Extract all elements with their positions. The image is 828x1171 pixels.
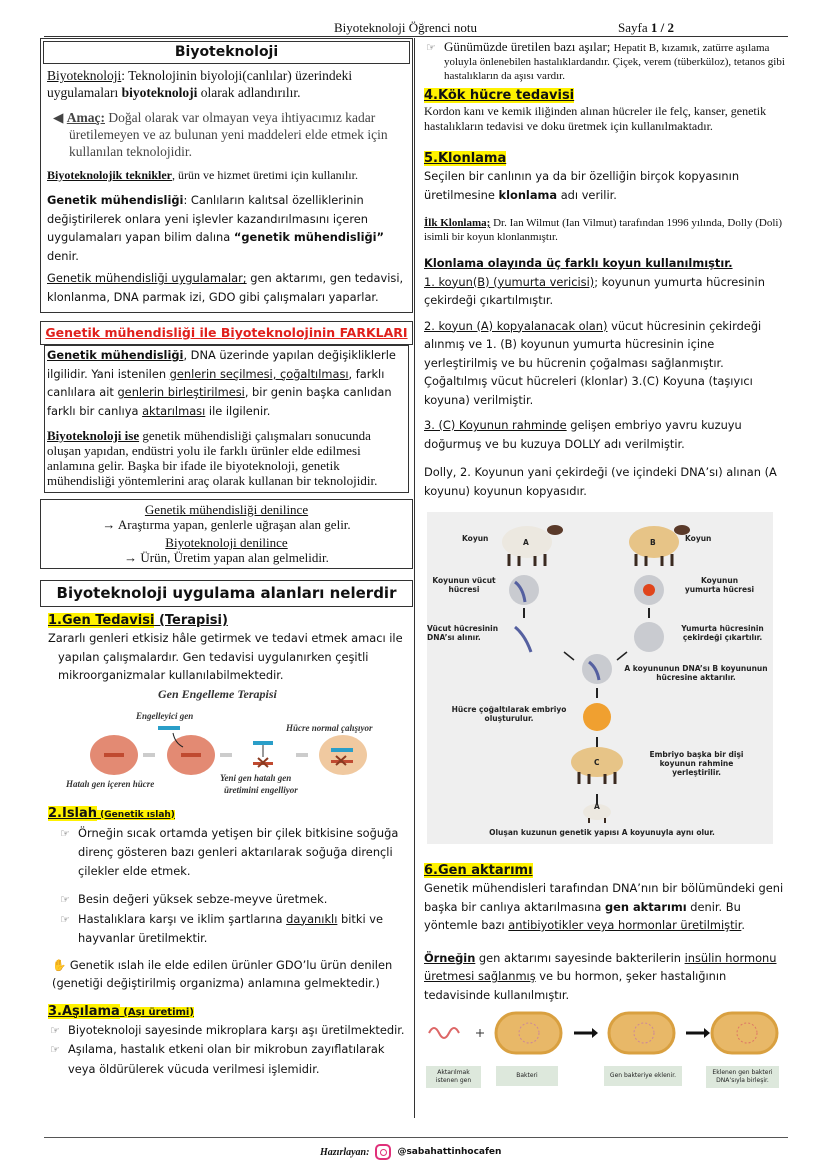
bullet-text bbox=[444, 39, 785, 82]
label-embryo: Hücre çoğaltılarak embriyo oluşturulur. bbox=[451, 705, 567, 723]
heading-sub: (Aşı üretimi) bbox=[119, 1006, 194, 1018]
label-cell-normal: Hücre normal çalışıyor bbox=[286, 722, 373, 733]
label-dna-transfer: A koyununun DNA’sı B koyununun hücresine aktarılır. bbox=[624, 664, 768, 682]
text-segment: Genetik mühendisleri tarafından DNA’nın bir bölümündeki geni başka bir canlıya aktarılmasına bbox=[424, 881, 784, 914]
breeding-bullet-2: ☞ Besin değeri yüksek sebze-meyve üretmek. bbox=[48, 890, 411, 910]
text-segment: 2. koyun (A) kopyalanacak olan) bbox=[424, 318, 608, 333]
text-segment: : Teknolojinin biyoloji(canlılar) üzerindeki uygulamaları bbox=[47, 68, 353, 100]
label-nucleus-removed: Yumurta hücresinin çekirdeği çıkartılır. bbox=[681, 624, 764, 642]
page-value: 1 / 2 bbox=[650, 20, 674, 35]
label-sheep-b: Koyun bbox=[685, 534, 712, 543]
text-segment: , farklı canlılara ait bbox=[47, 366, 385, 399]
denilince-heading-1: Genetik mühendisliği denilince bbox=[144, 502, 309, 517]
footer bbox=[320, 1144, 501, 1160]
label-dna-taken: Vücut hücresinin DNA’sı alınır. bbox=[427, 624, 499, 642]
text-segment: , ürün ve hizmet üretimi için kullanılır. bbox=[172, 168, 358, 182]
cloning-step-3 bbox=[424, 416, 788, 453]
section-gene-therapy-heading bbox=[48, 610, 411, 629]
footer-label: Hazırlayan: bbox=[320, 1146, 370, 1158]
text-segment: bitki ve hayvanlar üretilmektir. bbox=[78, 911, 383, 945]
cloning-step-1 bbox=[424, 273, 788, 310]
text-segment: , DNA üzerinde yapılan değişikliklerle ilgilidir. Yani istenilen bbox=[47, 348, 396, 381]
text-segment: insülin hormonu üretmesi sağlanmış bbox=[424, 950, 777, 983]
applications-title: Biyoteknoloji uygulama alanları nelerdir bbox=[40, 580, 413, 607]
text-segment: gen aktarımı sayesinde bakterilerin bbox=[475, 950, 685, 965]
label-egg-cell: Koyunun yumurta hücresi bbox=[684, 576, 755, 594]
text-segment: Günümüzde üretilen bazı aşılar; bbox=[444, 39, 614, 54]
label-gene-merged: Eklenen gen bakteri DNA’sıyla birleşir. bbox=[706, 1066, 779, 1088]
section-cloning-heading bbox=[424, 148, 788, 167]
document-title: Biyoteknoloji Öğrenci notu bbox=[334, 20, 477, 35]
section-breeding-heading bbox=[48, 803, 411, 824]
column-divider bbox=[414, 38, 415, 1118]
heading-text: 3.Aşılama bbox=[48, 1003, 120, 1019]
text-segment: ve bu hormon, şeker hastalığının tedavisinde kullanılmıştır. bbox=[424, 969, 727, 1002]
text-segment: denir. bbox=[47, 248, 79, 263]
denilince-line-2: → Ürün, Üretim yapan alan gelmelidir. bbox=[124, 550, 329, 565]
text-segment: 1. koyun(B) (yumurta vericisi) bbox=[424, 274, 595, 289]
text-segment: aktarılması bbox=[142, 403, 206, 418]
text-segment: klonlama bbox=[498, 187, 558, 202]
instagram-icon bbox=[375, 1144, 391, 1160]
text-segment: genlerin birleştirilmesi bbox=[117, 385, 245, 399]
purpose-text bbox=[67, 110, 388, 159]
text-segment: Genetik mühendisliği uygulamalar; bbox=[47, 271, 247, 285]
breeding-bullet-3 bbox=[48, 910, 411, 948]
differences-genetic bbox=[47, 346, 406, 420]
gene-therapy-text: Zararlı genleri etkisiz hâle getirmek ve tedavi etmek amacı ile yapılan çalışmalardır. Gen tedavisi uygulanırken çeşitli mikroorganizmalar kullanılabilmektedir. bbox=[48, 631, 403, 682]
differences-box bbox=[44, 345, 409, 493]
left-column bbox=[40, 38, 413, 1078]
text-segment: Biyoteknoloji bbox=[47, 68, 122, 83]
right-column bbox=[424, 40, 788, 1093]
text-segment: “genetik mühendisliği” bbox=[233, 230, 385, 244]
section-gene-transfer-heading bbox=[424, 860, 788, 879]
heading-text: 4.Kök hücre tedavisi bbox=[424, 88, 575, 103]
text-segment: genetik mühendisliği çalışmaları sonucunda oluşan yapıdan, endüstri yolu ile farklı ürünler elde edilmesi anlamına gelir. Başka bir ifade ile biyoteknoloji, genetik mühendisliği yöntemlerini araç olarak kullanan bir teknolojidir. bbox=[47, 428, 378, 488]
text-segment: gen aktarımı, gen tedavisi, klonlanma, DNA parmak izi, GDO gibi çalışmaları yaparlar. bbox=[47, 271, 404, 304]
cloning-steps bbox=[424, 254, 788, 500]
section-vaccine-heading bbox=[48, 1001, 411, 1021]
megaphone-icon: ◀ bbox=[53, 110, 64, 125]
label-new-gene: Yeni gen hatalı gen bbox=[220, 772, 292, 783]
text-segment: gen aktarımı bbox=[605, 899, 687, 914]
gene-transfer-text bbox=[424, 879, 788, 935]
heading-text: 2.Islah bbox=[48, 805, 98, 821]
dolly-cloning-figure bbox=[427, 512, 773, 844]
text-segment: Biyoteknolojik teknikler bbox=[47, 168, 173, 182]
text-segment: Genetik mühendisliği bbox=[47, 193, 184, 207]
intro-box bbox=[40, 38, 413, 313]
text-segment: ; koyunun yumurta hücresinin çekirdeği çıkartılmıştır. bbox=[424, 274, 765, 307]
text-segment: Doğal olarak var olmayan veya ihtiyacımız kadar üretilemeyen ve az bulunan yeni maddeleri elde etmek için kullanılan teknolojidir. bbox=[69, 110, 388, 159]
text-segment: genlerin seçilmesi, çoğaltılması bbox=[169, 366, 349, 381]
label-blocking-gene: Engelleyici gen bbox=[136, 710, 194, 721]
vaccine-bullet-2: ☞ Aşılama, hastalık etkeni olan bir mikrobun zayıflatılarak veya öldürülerek vücuda verilmesi işlemidir. bbox=[48, 1040, 411, 1078]
differences-title: Genetik mühendisliği ile Biyoteknolojinin FARKLARI bbox=[40, 321, 413, 345]
intro-purpose bbox=[53, 109, 404, 160]
cloning-step-2 bbox=[424, 317, 788, 410]
letter-a-lamb: A bbox=[594, 802, 600, 811]
text-segment: Biyoteknoloji ise bbox=[47, 428, 140, 443]
text-segment: Seçilen bir canlının ya da bir özelliğin birçok kopyasının üretilmesine bbox=[424, 169, 740, 202]
letter-b: B bbox=[650, 538, 656, 547]
denilince-line-1: → Araştırma yapan, genlerle uğraşan alan gelir. bbox=[102, 517, 351, 532]
intro-genetic-engineering bbox=[47, 191, 408, 265]
denilince-box bbox=[40, 499, 413, 569]
text-segment: , bir genin başka canlıdan farklı bir canlıya bbox=[47, 385, 392, 418]
stem-cell-text: Kordon kanı ve kemik iliğinden alınan hücreler ile felç, kanser, genetik hastalıkların tedavisi ve doku üretmek için kullanılmaktadır. bbox=[424, 104, 767, 133]
text-segment: Amaç: bbox=[66, 110, 105, 125]
text-segment: Dr. Ian Wilmut (Ian Vilmut) tarafından 1996 yılında, Dolly (Doli) isimli bir koyun klonlanmıştır. bbox=[424, 217, 783, 243]
heading-sub: (Terapisi) bbox=[154, 613, 228, 628]
letter-c: C bbox=[594, 758, 600, 767]
intro-applications bbox=[47, 269, 408, 306]
label-implant: Embriyo başka bir dişi koyunun rahmine yerleştirilir. bbox=[649, 750, 744, 777]
heading-text: 5.Klonlama bbox=[424, 151, 507, 166]
intro-techniques bbox=[47, 168, 406, 183]
figure-title: Gen Engelleme Terapisi bbox=[158, 686, 277, 701]
label-body-cell: Koyunun vücut hücresi bbox=[432, 576, 496, 594]
page-label: Sayfa bbox=[618, 20, 651, 35]
gene-transfer-figure bbox=[424, 1008, 779, 1093]
header-rule bbox=[44, 36, 788, 37]
intro-title: Biyoteknoloji bbox=[43, 41, 410, 64]
footer-rule bbox=[44, 1137, 788, 1138]
label-result: Oluşan kuzunun genetik yapısı A koyunuyla aynı olur. bbox=[489, 828, 715, 837]
text-segment: . bbox=[741, 918, 745, 932]
intro-definition bbox=[47, 67, 406, 101]
gene-transfer-example bbox=[424, 949, 788, 1005]
cloning-steps-title: Klonlama olayında üç farklı koyun kullanılmıştır. bbox=[424, 256, 733, 270]
section-stem-cell-heading bbox=[424, 85, 788, 104]
text-segment: Hastalıklara karşı ve iklim şartlarına bbox=[78, 911, 287, 926]
label-gene-added: Gen bakteriye eklenir. bbox=[604, 1066, 682, 1086]
text-segment: adı verilir. bbox=[557, 187, 617, 202]
note-text: Genetik ıslah ile elde edilen ürünler GDO’lu ürün denilen (genetiği değiştirilmiş organizma) anlamına gelmektedir.) bbox=[52, 957, 393, 990]
pointing-hand-icon: ☞ bbox=[426, 42, 436, 54]
differences-biotech bbox=[47, 428, 406, 488]
text-segment: dayanıklı bbox=[286, 911, 338, 926]
label-target-gene: Aktarılmak istenen gen bbox=[426, 1066, 481, 1088]
denilince-heading-2: Biyoteknoloji denilince bbox=[165, 535, 288, 550]
vaccine-bullet-1: ☞ Biyoteknoloji sayesinde mikroplara karşı aşı üretilmektedir. bbox=[48, 1021, 411, 1041]
text-segment: 3. (C) Koyunun rahminde bbox=[424, 418, 567, 432]
cloning-definition bbox=[424, 167, 788, 204]
label-blocks-production: üretimini engelliyor bbox=[224, 784, 298, 795]
gene-therapy-figure bbox=[48, 685, 406, 797]
gene-transfer-diagram bbox=[424, 1008, 779, 1063]
page-number bbox=[618, 20, 674, 36]
text-segment: denir. Bu yöntemle bazı bbox=[424, 899, 741, 932]
label-bacteria: Bakteri bbox=[496, 1066, 558, 1086]
hand-icon: ✋ bbox=[52, 957, 67, 972]
text-segment: ile ilgilenir. bbox=[205, 403, 271, 418]
text-segment: Örneğin bbox=[424, 950, 476, 965]
label-sheep-a: Koyun bbox=[462, 534, 489, 543]
first-cloning bbox=[424, 216, 788, 244]
text-segment: Genetik mühendisliği bbox=[47, 348, 184, 362]
breeding-note bbox=[48, 956, 411, 993]
text-segment: vücut hücresinin çekirdeği alınmış ve 1. (B) koyunun yumurta hücresinin içine yerleştirilmiş ve bu hücrenin çoğalması sağlanmıştır. Çoğaltılmış vücut hücreleri (klonlar) 3.(C) Koyuna (taşıyıcı koyuna) verilmiştir. bbox=[424, 318, 762, 407]
text-segment: biyoteknoloji bbox=[121, 85, 198, 100]
letter-a: A bbox=[523, 538, 529, 547]
vaccine-bullet-3 bbox=[424, 40, 788, 83]
label-faulty-cell: Hatalı gen içeren hücre bbox=[66, 778, 155, 789]
footer-handle[interactable]: @sabahattinhocafen bbox=[397, 1147, 502, 1157]
text-segment: İlk Klonlama; bbox=[424, 217, 491, 229]
breeding-bullet-1: ☞ Örneğin sıcak ortamda yetişen bir çilek bitkisine soğuğa direnç gösteren bazı genleri aktarılarak soğuğa dirençli çilekler elde etmek. bbox=[48, 824, 411, 881]
text-segment: antibiyotikler veya hormonlar üretilmiştir bbox=[508, 918, 742, 932]
heading-text: 1.Gen Tedavisi bbox=[48, 613, 155, 628]
text-segment: : Canlıların kalıtsal özelliklerinin değiştirilerek onlara yeni işlevler kazandırılmasını içeren uygulamaları yapan bilim dalına bbox=[47, 193, 368, 244]
cloning-conclusion: Dolly, 2. Koyunun yani çekirdeği (ve içindeki DNA’sı) alınan (A koyunu) koyunun kopyasıdır. bbox=[424, 465, 777, 498]
heading-sub: (Genetik ıslah) bbox=[97, 809, 175, 820]
text-segment: olarak adlandırılır. bbox=[197, 85, 301, 100]
text-segment: gelişen embriyo yavru kuzuyu doğurmuş ve bu kuzuya DOLLY adı verilmiştir. bbox=[424, 418, 742, 451]
heading-text: 6.Gen aktarımı bbox=[424, 863, 533, 878]
text-segment: Hepatit B, kızamık, zatürre aşılama yoluyla önlenebilen hastalıklardandır. Çiçek, verem (tüberküloz), tetanos gibi hastalıkların da aşısı vardır. bbox=[444, 42, 785, 82]
